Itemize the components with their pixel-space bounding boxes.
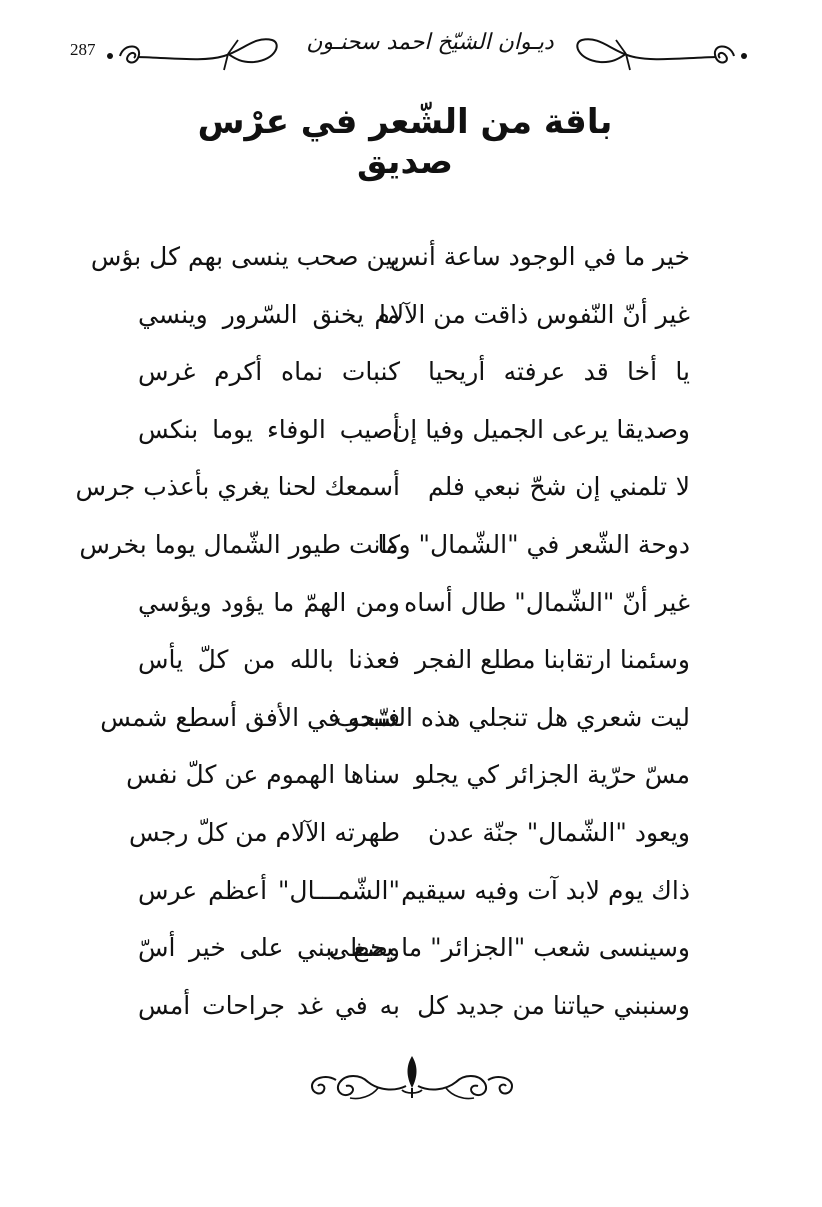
verse-second-hemistich: كانت طيور الشّمال يوما بخرس — [79, 529, 400, 559]
verse-first-hemistich: وسينسى شعب "الجزائر" ما يحظى — [328, 933, 690, 963]
verse-first-hemistich: مسّ حرّية الجزائر كي يجلو — [414, 760, 690, 790]
page-header — [0, 18, 822, 78]
verse-first-hemistich: غير أنّ النّفوس ذاقت من الآلام — [374, 299, 690, 329]
verse-first-hemistich: ويعود "الشّمال" جنّة عدن — [428, 817, 690, 847]
header-left-ornament-icon — [104, 28, 280, 72]
verse — [100, 693, 710, 751]
footer-ornament-icon — [306, 1052, 518, 1106]
verse-first-hemistich: لا تلمني إن شحّ نبعي فلم — [428, 472, 690, 502]
verse — [110, 981, 710, 1039]
verse — [110, 578, 710, 636]
verse-first-hemistich: وصديقا يرعى الجميل وفيا إن — [391, 414, 690, 444]
verse-first-hemistich: يا أخا قد عرفته أريحيا — [428, 357, 690, 387]
verse-second-hemistich: طهرته الآلام من كلّ رجس — [129, 817, 400, 847]
verse — [110, 635, 710, 693]
verse — [110, 923, 710, 981]
verse — [79, 520, 710, 578]
running-title: ديـوان الشيّخ احمد سحنـون — [306, 30, 554, 55]
verse-first-hemistich: ذاك يوم لابد آت وفيه سيقيم — [401, 875, 690, 905]
verse-second-hemistich: أصيب الوفاء يوما بنكس — [138, 414, 400, 444]
verse — [110, 750, 710, 808]
verse — [110, 808, 710, 866]
verse-second-hemistich: ومن الهمّ ما يؤود ويؤسي — [138, 587, 400, 617]
verse-second-hemistich: فتبدو في الأفق أسطع شمس — [100, 702, 400, 732]
verse-second-hemistich: بين صحب ينسى بهم كل بؤس — [90, 242, 400, 271]
verse-first-hemistich: وسئمنا ارتقابنا مطلع الفجر — [415, 645, 690, 675]
verse-second-hemistich: أسمعك لحنا يغري بأعذب جرس — [75, 472, 400, 502]
poem-verses — [75, 232, 710, 1038]
verse — [110, 405, 710, 463]
verse-second-hemistich: فعذنا بالله من كلّ يأس — [138, 645, 400, 675]
verse-first-hemistich: خير ما في الوجود ساعة أنس — [390, 242, 690, 271]
verse — [90, 232, 710, 290]
verse — [110, 347, 710, 405]
verse-second-hemistich: به في غد جراحات أمس — [138, 990, 400, 1020]
verse-second-hemistich: ما يخنق السّرور وينسي — [138, 299, 400, 329]
verse-second-hemistich: كنبات نماه أكرم غرس — [138, 357, 400, 387]
verse-first-hemistich: دوحة الشّعر في "الشّمال" وما — [377, 529, 690, 559]
verse-second-hemistich: وضع يبني على خير أسّ — [138, 933, 400, 963]
page-number: 287 — [70, 40, 96, 59]
verse-first-hemistich: ليت شعري هل تنجلي هذه السّحب — [335, 702, 690, 732]
verse — [110, 866, 710, 924]
verse-second-hemistich: "الشّمـــال" أعظم عرس — [138, 875, 400, 905]
verse-first-hemistich: وسنبني حياتنا من جديد كل — [417, 990, 690, 1020]
poem-title: باقة من الشّعر في عرْس صديق — [197, 102, 613, 182]
header-right-ornament-icon — [574, 28, 750, 72]
verse — [75, 462, 710, 520]
verse — [110, 290, 710, 348]
verse-second-hemistich: سناها الهموم عن كلّ نفس — [126, 760, 400, 790]
verse-first-hemistich: غير أنّ "الشّمال" طال أساه — [404, 587, 690, 617]
